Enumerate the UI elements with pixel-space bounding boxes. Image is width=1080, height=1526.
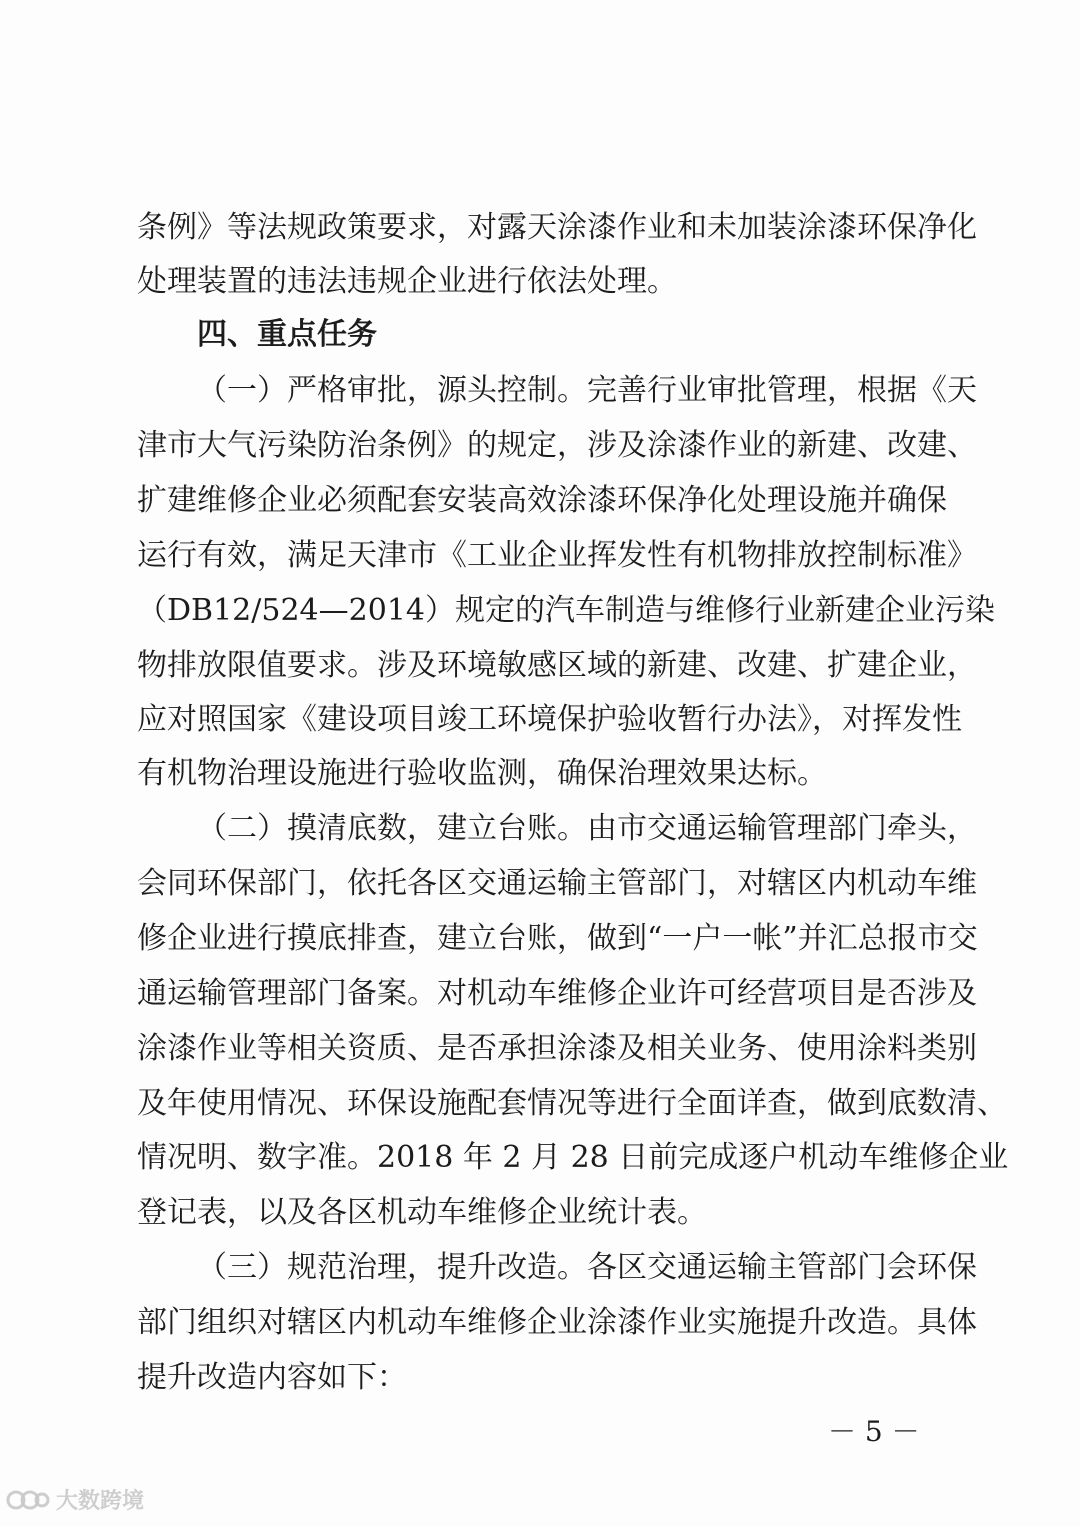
- text-line: 条例》等法规政策要求，对露天涂漆作业和未加装涂漆环保净化: [137, 210, 977, 245]
- text-line: 扩建维修企业必须配套安装高效涂漆环保净化处理设施并确保: [137, 483, 947, 518]
- text-line: （一）严格审批，源头控制。完善行业审批管理，根据《天: [197, 373, 977, 408]
- text-line: 通运输管理部门备案。对机动车维修企业许可经营项目是否涉及: [137, 976, 977, 1011]
- text-line: 情况明、数字准。2018 年 2 月 28 日前完成逐户机动车维修企业: [137, 1140, 1009, 1175]
- text-line: 登记表，以及各区机动车维修企业统计表。: [137, 1195, 707, 1230]
- text-line: （DB12/524—2014）规定的汽车制造与维修行业新建企业污染: [137, 593, 995, 628]
- watermark: [6, 1484, 144, 1515]
- text-line: （三）规范治理，提升改造。各区交通运输主管部门会环保: [197, 1250, 977, 1285]
- section-heading: 四、重点任务: [197, 317, 377, 352]
- text-line: 涂漆作业等相关资质、是否承担涂漆及相关业务、使用涂料类别: [137, 1031, 977, 1066]
- text-line: 及年使用情况、环保设施配套情况等进行全面详查，做到底数清、: [137, 1086, 1007, 1121]
- text-line: 提升改造内容如下：: [137, 1360, 407, 1395]
- text-line: 修企业进行摸底排查，建立台账，做到“一户一帐”并汇总报市交: [137, 921, 978, 956]
- text-line: 有机物治理设施进行验收监测，确保治理效果达标。: [137, 756, 827, 791]
- text-line: （二）摸清底数，建立台账。由市交通运输管理部门牵头，: [197, 811, 977, 846]
- text-line: 物排放限值要求。涉及环境敏感区域的新建、改建、扩建企业，: [137, 648, 977, 683]
- text-line: 津市大气污染防治条例》的规定，涉及涂漆作业的新建、改建、: [137, 428, 977, 463]
- text-line: 运行有效，满足天津市《工业企业挥发性有机物排放控制标准》: [137, 538, 977, 573]
- page-number: － 5 －: [828, 1415, 920, 1448]
- text-line: 处理装置的违法违规企业进行依法处理。: [137, 264, 677, 299]
- text-line: 应对照国家《建设项目竣工环境保护验收暂行办法》，对挥发性: [137, 702, 962, 737]
- watermark-logo-icon: [6, 1487, 50, 1513]
- text-line: 部门组织对辖区内机动车维修企业涂漆作业实施提升改造。具体: [137, 1305, 977, 1340]
- watermark-text: 大数跨境: [56, 1489, 145, 1514]
- text-line: 会同环保部门，依托各区交通运输主管部门，对辖区内机动车维: [137, 866, 977, 901]
